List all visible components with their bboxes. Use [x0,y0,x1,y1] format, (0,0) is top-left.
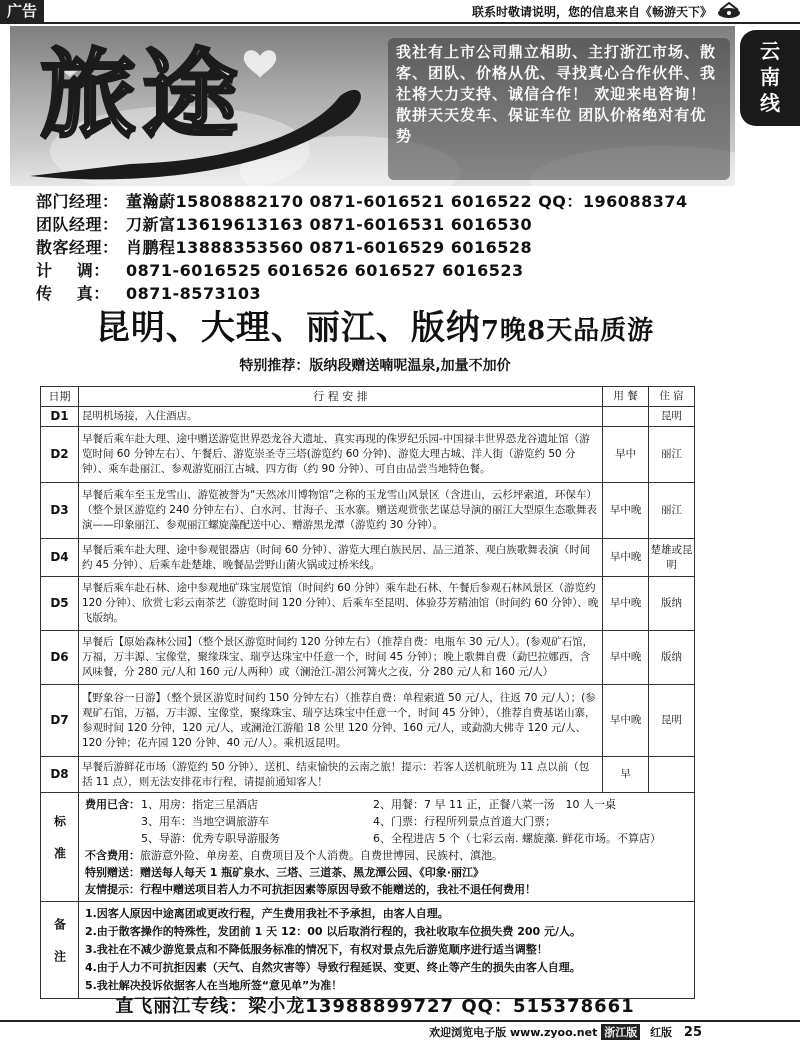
tip-line [85,881,688,898]
day-stay: 昆明 [649,407,695,427]
gift-line [85,864,688,881]
excluded-text: 旅游意外险、单房差、自费项目及个人消费。自费世博园、民族村、滇池。 [139,849,503,862]
table-row [41,631,695,685]
remark-item: 5.我社解决投诉依据客人在当地所签“意见单”为准！ [84,979,343,992]
day-plan: 【野象谷一日游】（整个景区游览时间约 150 分钟左右）（推荐自费：单程索道 50 元/人，往返 70 元/人）；(参观矿石馆，万福，万丰源、宝像堂，聚缘珠宝、瑞亨达珠宝中任意一个，时间 45 分钟），（推荐自费基诺山寨，参观时间 120 分钟，120 元/人，或澜沧江游船 18 公里 120 分钟、160 元/人，或勐泐大佛寺 120 元/人、120 分钟；花卉园 120 分钟、40 元/人）。乘机返昆明。 [78,685,602,757]
contact-label: 部门经理： [36,192,119,211]
contact-row [36,190,756,213]
day-stay: 版纳 [649,631,695,685]
remark-item: 4.由于人力不可抗拒因素（天气、自然灾害等）导致行程延误、变更、终止等产生的损失由客人自理。 [84,961,581,974]
edition-badge: 浙江版 [601,1024,640,1040]
contact-row [36,213,756,236]
headline-main: 昆明、大理、丽江、版纳 [95,308,481,348]
table-row [41,577,695,631]
day-stay [649,757,695,793]
day-stay: 丽江 [649,427,695,483]
contact-label: 传 真： [36,284,110,303]
day-stay: 楚雄或昆明 [649,539,695,577]
tip-text: 行程中赠送项目若人力不可抗拒因素等原因导致不能赠送的，我社不退任何费用！ [139,883,536,896]
table-row [41,483,695,539]
table-row [41,427,695,483]
footer [0,1020,800,1040]
included-item: 3、用车：当地空调旅游车 [140,815,269,828]
day-label: D1 [41,407,79,427]
headline-tail: 7晚8天品质游 [480,316,655,346]
remarks-row [41,902,695,999]
day-label: D2 [41,427,79,483]
route-tab-label: 云南线 [760,39,780,115]
route-tab [740,30,800,126]
page-number: 25 [683,1025,702,1040]
included-item: 6、全程进店 5 个（七彩云南. 螺旋藻. 鲜花市场。不算店） [372,832,661,845]
banner [10,26,735,186]
remark-item: 1.因客人原因中途离团或更改行程，产生费用我社不予承担，由客人自理。 [84,907,449,920]
source-note: 联系时敬请说明，您的信息来自《畅游天下》 [471,5,712,19]
contact-value: 0871-6016525 6016526 6016527 6016523 [126,261,524,280]
table-row [41,539,695,577]
day-plan: 早餐后乘车赴石林、途中参观地矿珠宝展览馆（时间约 60 分钟）乘车赴石林、午餐后参观石林风景区（游览约 120 分钟）、欣赏七彩云南茶艺（游览时间 120 分钟）、后乘车至昆明、体验芬芳精油馆（时间约 60 分钟）、晚飞版纳。 [78,577,602,631]
ad-tag: 广告 [0,0,44,22]
included-title: 费用已含： [84,798,140,811]
day-plan: 早餐后乘车赴大理、途中参观银器店（时间 60 分钟）、游览大理白族民居、品三道茶、观白族歌舞表演（时间约 45 分钟）、后乘车赴楚雄、晚餐品尝野山菌火锅或过桥米线。 [78,539,602,577]
day-plan: 昆明机场接，入住酒店。 [78,407,602,427]
contact-label: 计 调： [36,261,110,280]
gift-text: 赠送每人每天 1 瓶矿泉水、三塔、三道茶、黑龙潭公园、《印象·丽江》 [139,866,484,879]
day-plan: 早餐后【原始森林公园】（整个景区游览时间约 120 分钟左右）（推荐自费：电瓶车 30 元/人）。(参观矿石馆，万福，万丰源、宝像堂，聚缘珠宝、瑞亨达珠宝中任意一个，时间 45 分钟）；晚上歌舞自费（勐巴拉娜西，含风味餐，分 280 元/人和 160 元/人两种）或（澜沧江-湄公河篝火之夜，分 280 元/人和 160 元/人） [78,631,602,685]
included-item: 2、用餐：7 早 11 正，正餐八菜一汤 10 人一桌 [372,798,616,811]
contact-row [36,236,756,259]
header-meal: 用 餐 [603,387,649,407]
remarks-label: 备注 [41,902,79,999]
contact-label: 散客经理： [36,238,119,257]
remarks-content [78,902,694,999]
day-meal: 早中晚 [603,483,649,539]
day-label: D5 [41,577,79,631]
edition-label: 红版 [650,1026,673,1039]
day-stay: 丽江 [649,483,695,539]
header-plan: 行 程 安 排 [78,387,602,407]
banner-title: 旅途 [40,38,244,151]
contact-value: 肖鹏程13888353560 0871-6016529 6016528 [126,238,533,257]
included-item: 4、门票：行程所列景点首道大门票； [372,815,556,828]
day-plan: 早餐后游鲜花市场（游览约 50 分钟）、送机、结束愉快的云南之旅！提示：若客人送机航班为 11 点以前（包括 11 点），则无法安排花市行程，请提前通知客人！ [78,757,602,793]
day-stay: 昆明 [649,685,695,757]
table-row [41,685,695,757]
contact-value: 0871-8573103 [126,284,262,303]
gift-title: 特别赠送： [84,866,140,879]
day-meal: 早 [603,757,649,793]
excluded-line [85,847,688,864]
footer-line [429,1024,702,1040]
remark-item: 3.我社在不减少游览景点和不降低服务标准的情况下，有权对景点先后游览顺序进行适当调整！ [84,943,548,956]
day-meal: 早中晚 [603,685,649,757]
top-bar [0,0,800,24]
included-item: 5、导游：优秀专职导游服务 [140,832,280,845]
day-label: D4 [41,539,79,577]
contact-row [36,259,756,282]
header-day: 日期 [41,387,79,407]
tour-headline [0,306,750,353]
table-row [41,757,695,793]
day-plan: 早餐后乘车至玉龙雪山、游览被誉为“天然冰川博物馆”之称的玉龙雪山风景区（含进山，云杉坪索道，环保车）（整个景区游览约 240 分钟左右）、白水河、甘海子、玉水寨。赠送观赏张艺谋总导演的丽江大型原生态歌舞表演——印象丽江、参观丽江螺旋藻配送中心、赠游黑龙潭（游览约 30 分钟）。 [78,483,602,539]
contact-value: 董瀚蔚15808882170 0871-6016521 6016522 QQ：196088374 [126,192,688,211]
publisher-logo-icon [716,2,742,20]
agency-pitch: 我社有上市公司鼎立相助、主打浙江市场、散客、团队、价格从优、寻找真心合作伙伴、我社将大力支持、诚信合作！ 欢迎来电咨询！散拼天天发车、保证车位 团队价格绝对有优势 [388,38,730,180]
excluded-title: 不含费用： [84,849,140,862]
remark-item: 2.由于散客操作的特殊性，发团前 1 天 12：00 以后取消行程的，我社收取车位损失费 200 元/人。 [84,925,582,938]
included-line [85,796,688,813]
table-row [41,407,695,427]
included-line [85,830,688,847]
day-label: D7 [41,685,79,757]
contact-label: 团队经理： [36,215,119,234]
included-line [85,813,688,830]
day-label: D8 [41,757,79,793]
standard-content [78,793,694,902]
special-recommendation: 特别推荐：版纳段赠送喃呢温泉,加量不加价 [239,358,511,374]
day-label: D3 [41,483,79,539]
contact-row [36,282,756,305]
included-item: 1、用房：指定三星酒店 [140,798,258,811]
day-meal [603,407,649,427]
standard-row [41,793,695,902]
direct-flight-hotline: 直飞丽江专线：梁小龙13988899727 QQ：515378661 [115,996,635,1017]
day-stay: 版纳 [649,577,695,631]
contact-value: 刀新富13619613163 0871-6016531 6016530 [126,215,533,234]
day-meal: 早中 [603,427,649,483]
tip-title: 友情提示： [84,883,140,896]
standard-label: 标准 [41,793,79,902]
header-stay: 住 宿 [649,387,695,407]
day-meal: 早中晚 [603,577,649,631]
spacer [85,813,141,830]
contact-list [36,190,756,305]
day-label: D6 [41,631,79,685]
day-meal: 早中晚 [603,539,649,577]
day-meal: 早中晚 [603,631,649,685]
spacer [85,830,141,847]
itinerary-table [40,386,695,999]
footer-website: 欢迎浏览电子版 www.zyoo.net [429,1026,598,1039]
day-plan: 早餐后乘车赴大理、途中赠送游览世界恐龙谷大遗址、真实再现的侏罗纪乐园-中国禄丰世界恐龙谷遗址馆（游览时间 60 分钟左右）、午餐后、游览崇圣寺三塔(游览约 60 分钟)、游览大理古城、洋人街（游览约 50 分钟）、乘车赴丽江、参观游览丽江古城、四方街（约 90 分钟）、可自由品尝当地特色餐。 [78,427,602,483]
table-header-row [41,387,695,407]
